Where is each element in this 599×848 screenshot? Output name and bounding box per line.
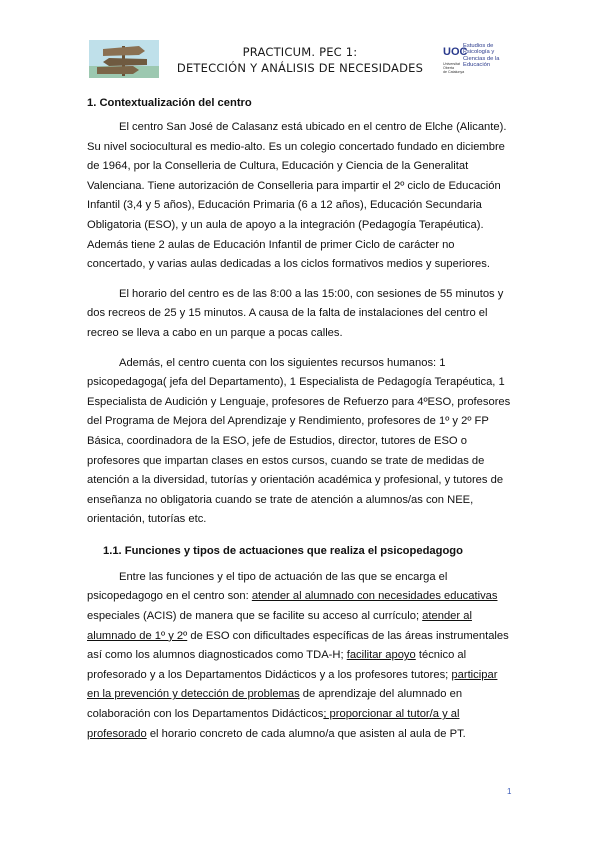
logo-subtext: Universitat Oberta de Catalunya [443, 62, 465, 74]
paragraph: Además, el centro cuenta con los siguientes recursos humanos: 1 psicopedagoga( jefa del Departamento), 1 Especialista de Pedagogía Terapéutica, 1 Especialista de Audición y Lenguaje, profesores de Refuerzo para 4ºESO, profesores del Programa de Mejora del Aprendizaje y Rendimiento, profesores de 1º y 2º FP Básica, coordinadora de la ESO, jefe de Estudios, director, tutores de ESO o profesores que impartan clases en estos cursos, cuando se trate de medidas de atención a la diversidad, tutorías y orientación académica y profesional, y tutores de enseñanza no obligatoria cuando se trate de atención a alumnos/as con NEE, orientación, tutorías etc. [87, 356, 511, 526]
paragraph-functions: Entre las funciones y el tipo de actuación de las que se encarga el psicopedagogo en el centro son: atender al alumnado con necesidades educativas especiales (ACIS) de manera que se facilite su acceso al currículo; atender al alumnado de 1º y 2º de ESO con dificultades específicas de las áreas instrumentales así como los alumnos diagnosticados como TDA-H; facilitar apoyo técnico al profesorado y a los Departamentos Didácticos y a los profesores tutores; participar en la prevención y detección de problemas de aprendizaje del alumnado en colaboración con los Departamentos Didácticos; proporcionar al tutor/a y al profesorado el horario concreto de cada alumno/a que asisten al aula de PT. [87, 570, 509, 740]
svg-text:UOC: UOC [443, 46, 468, 58]
document-body [87, 92, 512, 754]
section-heading: 1. Contextualización del centro [87, 97, 252, 109]
title-line-1: PRACTICUM. PEC 1: [242, 45, 358, 59]
underlined-text: ; proporcionar al tutor/a y al profesorado [87, 708, 460, 740]
paragraph: El centro San José de Calasanz está ubicado en el centro de Elche (Alicante). Su nivel sociocultural es medio-alto. Es un colegio concertado fundado en diciembre de 1964, por la Conselleria de Cultura, Educación y Ciencia de la Generalitat Valenciana. Tiene autorización de Conselleria para impartir el 2º ciclo de Educación Infantil (3,4 y 5 años), Educación Primaria (6 a 12 años), Educación Secundaria Obligatoria (ESO), y un aula de apoyo a la integración (Pedagogía Terapéutica). Además tiene 2 aulas de Educación Infantil de primer Ciclo de carácter no concertado, y varias aulas dedicadas a los ciclos formativos medios y superiores. [87, 121, 507, 271]
underlined-text: facilitar apoyo [346, 649, 416, 662]
page-number: 1 [507, 787, 512, 796]
document-title [165, 44, 435, 76]
title-line-2: DETECCIÓN Y ANÁLISIS DE NECESIDADES [176, 61, 424, 75]
underlined-text: atender al alumnado de 1º y 2º [87, 610, 472, 642]
uoc-mark-icon [443, 43, 468, 59]
uoc-logo [443, 42, 515, 78]
signpost-image [89, 40, 159, 78]
underlined-text: atender al alumnado con necesidades educativas [251, 590, 498, 603]
subsection-heading: 1.1. Funciones y tipos de actuaciones que realiza el psicopedagogo [103, 544, 463, 557]
logo-text: Estudios de Psicología y Ciencias de la Educación [463, 43, 500, 69]
header-photo [89, 40, 159, 78]
underlined-text: participar en la prevención y detección de problemas [87, 668, 498, 701]
paragraph: El horario del centro es de las 8:00 a las 15:00, con sesiones de 55 minutos y dos recreos de 25 y 15 minutos. A causa de la falta de instalaciones del centro el recreo se lleva a cabo en un parque a pocas calles. [87, 287, 504, 339]
